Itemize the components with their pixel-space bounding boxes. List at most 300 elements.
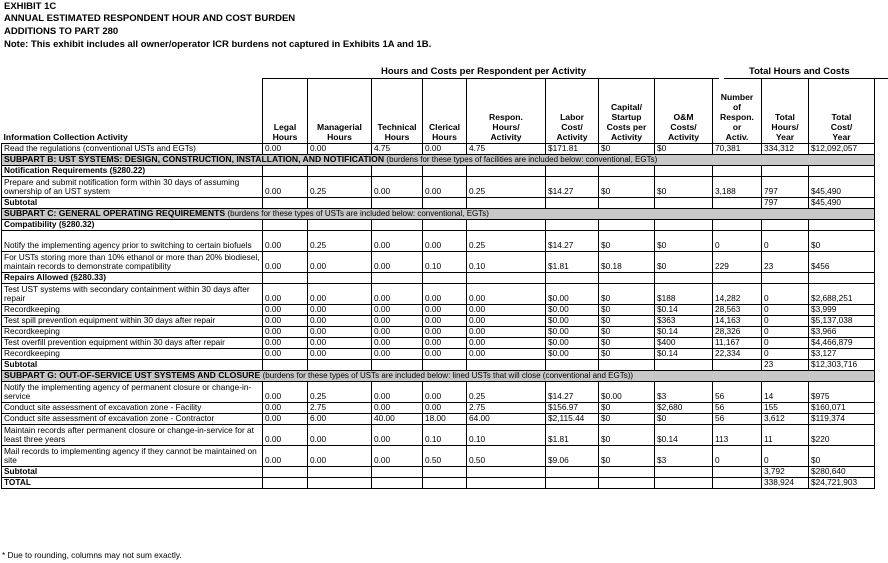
table-cell: 0.50: [423, 445, 467, 466]
table-cell: 0.00: [372, 251, 423, 272]
table-row: [2, 445, 875, 466]
table-row: [2, 315, 875, 326]
table-cell: 0.00: [467, 315, 546, 326]
table-cell: 0.00: [263, 424, 308, 445]
table-row: [2, 413, 875, 424]
table-cell: 11: [762, 424, 809, 445]
table-cell: $0: [599, 445, 655, 466]
table-cell: 0: [762, 304, 809, 315]
table-cell: 14,282: [713, 283, 762, 304]
table-row: [2, 143, 875, 154]
table-cell: 0.25: [308, 381, 372, 402]
subtotal-label: TOTAL: [2, 477, 263, 488]
table-cell: 0.00: [263, 251, 308, 272]
table-cell: $3,966: [809, 326, 875, 337]
table-cell: 0.00: [308, 445, 372, 466]
table-cell: 0.00: [308, 424, 372, 445]
empty-cell: [809, 165, 875, 176]
table-row: [2, 337, 875, 348]
table-cell: 0.25: [308, 230, 372, 251]
table-cell: 0: [762, 315, 809, 326]
table-cell: $14.27: [546, 381, 599, 402]
table-cell: $1.81: [546, 424, 599, 445]
table-cell: $400: [655, 337, 713, 348]
table-cell: 0.00: [372, 381, 423, 402]
table-cell: $171.81: [546, 143, 599, 154]
activity-label: Test spill prevention equipment within 30 days after repair: [2, 315, 263, 326]
table-cell: $0: [599, 413, 655, 424]
table-cell: 0.00: [308, 283, 372, 304]
table-cell: 0.00: [263, 381, 308, 402]
table-cell: 56: [713, 413, 762, 424]
table-cell: 0.00: [423, 315, 467, 326]
column-header-5: Respon. Hours/ Activity: [467, 78, 546, 143]
table-row: [2, 304, 875, 315]
exhibit-label: EXHIBIT 1C: [4, 1, 57, 12]
table-cell: 0.00: [372, 304, 423, 315]
empty-cell: [423, 219, 467, 230]
table-cell: $0: [599, 176, 655, 197]
table-cell: $14.27: [546, 176, 599, 197]
empty-cell: [423, 477, 467, 488]
table-cell: 0.00: [423, 326, 467, 337]
empty-cell: [546, 165, 599, 176]
table-cell: $0.00: [546, 326, 599, 337]
table-cell: $0: [599, 402, 655, 413]
table-cell: 0.00: [423, 337, 467, 348]
activity-label: Recordkeeping: [2, 326, 263, 337]
table-cell: $188: [655, 283, 713, 304]
table-cell: 0.00: [423, 348, 467, 359]
empty-cell: [372, 165, 423, 176]
subsection-title: Notification Requirements (§280.22): [2, 165, 263, 176]
empty-cell: [762, 165, 809, 176]
table-cell: 0.00: [372, 445, 423, 466]
table-row: [2, 477, 875, 488]
table-cell: 28,563: [713, 304, 762, 315]
empty-cell: [423, 165, 467, 176]
activity-label: Notify the implementing agency prior to switching to certain biofuels: [2, 230, 263, 251]
section-title: SUBPART G: OUT-OF-SERVICE UST SYSTEMS AND CLOSURE: [4, 370, 263, 380]
empty-cell: [599, 219, 655, 230]
table-cell: 4.75: [467, 143, 546, 154]
table-cell: 0.00: [423, 283, 467, 304]
table-cell: 0.00: [423, 402, 467, 413]
table-cell: $0.00: [546, 315, 599, 326]
table-cell: 0.00: [372, 315, 423, 326]
empty-cell: [308, 359, 372, 370]
empty-cell: [423, 197, 467, 208]
table-cell: $0.14: [655, 304, 713, 315]
empty-cell: [467, 359, 546, 370]
table-cell: 0.00: [308, 337, 372, 348]
table-row: [2, 402, 875, 413]
column-header-2: Managerial Hours: [308, 78, 372, 143]
table-cell: $160,071: [809, 402, 875, 413]
table-cell: $0.00: [546, 283, 599, 304]
activity-label: Test overfill prevention equipment within 30 days after repair: [2, 337, 263, 348]
empty-cell: [467, 165, 546, 176]
empty-cell: [713, 477, 762, 488]
table-cell: 0.00: [263, 230, 308, 251]
empty-cell: [263, 197, 308, 208]
table-cell: 0.00: [423, 230, 467, 251]
table-cell: $0: [599, 283, 655, 304]
table-cell: 2.75: [467, 402, 546, 413]
activity-label: For USTs storing more than 10% ethanol or more than 20% biodiesel, maintain records to demonstrate compatibility: [2, 251, 263, 272]
exhibit-subtitle: ADDITIONS TO PART 280: [4, 26, 119, 37]
column-header-8: O&M Costs/ Activity: [655, 78, 713, 143]
empty-cell: [372, 477, 423, 488]
table-row: [2, 230, 875, 251]
table-cell: $3,999: [809, 304, 875, 315]
table-cell: 23: [762, 251, 809, 272]
table-cell: 0.00: [308, 348, 372, 359]
table-cell: $0.14: [655, 326, 713, 337]
empty-cell: [655, 165, 713, 176]
empty-cell: [467, 219, 546, 230]
table-cell: 0.00: [308, 251, 372, 272]
empty-cell: [713, 165, 762, 176]
empty-cell: [546, 272, 599, 283]
table-cell: 155: [762, 402, 809, 413]
table-row: [2, 272, 875, 283]
empty-cell: [423, 466, 467, 477]
table-cell: $0: [655, 176, 713, 197]
table-cell: 0.00: [467, 283, 546, 304]
table-cell: 0.00: [308, 315, 372, 326]
table-cell: $45,490: [809, 176, 875, 197]
empty-cell: [467, 197, 546, 208]
table-cell: $0: [655, 230, 713, 251]
table-row: [2, 424, 875, 445]
empty-cell: [308, 165, 372, 176]
table-cell: 0: [762, 445, 809, 466]
empty-cell: [308, 477, 372, 488]
table-cell: 0.10: [423, 424, 467, 445]
empty-cell: [372, 197, 423, 208]
empty-cell: [599, 466, 655, 477]
table-cell: 0.25: [467, 230, 546, 251]
table-cell: $156.97: [546, 402, 599, 413]
table-cell: $0: [655, 413, 713, 424]
table-cell: 0.00: [467, 304, 546, 315]
empty-cell: [308, 272, 372, 283]
empty-cell: [546, 466, 599, 477]
section-title: SUBPART B: UST SYSTEMS: DESIGN, CONSTRUCTION, INSTALLATION, AND NOTIFICATION: [4, 154, 387, 164]
table-cell: $0: [599, 348, 655, 359]
table-cell: 0.00: [467, 337, 546, 348]
empty-cell: [546, 197, 599, 208]
table-cell: 0: [713, 230, 762, 251]
table-cell: $0: [599, 230, 655, 251]
table-cell: 0.00: [263, 326, 308, 337]
column-header-4: Clerical Hours: [423, 78, 467, 143]
table-row: [2, 219, 875, 230]
activity-label: Maintain records after permanent closure or change-in-service for at least three years: [2, 424, 263, 445]
table-cell: $4,466,879: [809, 337, 875, 348]
table-cell: $0: [599, 326, 655, 337]
table-cell: 0: [762, 337, 809, 348]
table-cell: $3: [655, 381, 713, 402]
empty-cell: [308, 466, 372, 477]
subtotal-hours: 23: [762, 359, 809, 370]
empty-cell: [713, 219, 762, 230]
table-cell: $9.06: [546, 445, 599, 466]
table-cell: 0.00: [263, 315, 308, 326]
table-cell: 0.00: [372, 424, 423, 445]
table-cell: $456: [809, 251, 875, 272]
section-note: (burdens for these types of facilities are included below: conventional, EGTs): [386, 154, 658, 164]
table-cell: $0: [599, 315, 655, 326]
empty-cell: [372, 219, 423, 230]
table-cell: $2,115.44: [546, 413, 599, 424]
table-cell: 0.00: [423, 381, 467, 402]
table-row: [2, 154, 875, 165]
subtotal-cost: $24,721,903: [809, 477, 875, 488]
empty-cell: [308, 219, 372, 230]
footnote: * Due to rounding, columns may not sum exactly.: [2, 550, 182, 560]
table-cell: 0.00: [308, 326, 372, 337]
table-cell: 0: [713, 445, 762, 466]
table-cell: 0.00: [467, 348, 546, 359]
activity-label: Recordkeeping: [2, 304, 263, 315]
empty-cell: [599, 272, 655, 283]
table-cell: 56: [713, 381, 762, 402]
table-cell: $0: [655, 251, 713, 272]
table-cell: $0: [599, 304, 655, 315]
empty-cell: [655, 477, 713, 488]
column-header-6: Labor Cost/ Activity: [546, 78, 599, 143]
empty-cell: [372, 466, 423, 477]
table-row: [2, 208, 875, 219]
table-cell: $0: [809, 230, 875, 251]
empty-cell: [263, 165, 308, 176]
table-cell: 22,334: [713, 348, 762, 359]
empty-cell: [713, 197, 762, 208]
empty-cell: [809, 219, 875, 230]
table-cell: 2.75: [308, 402, 372, 413]
subtotal-label: Subtotal: [2, 466, 263, 477]
column-header-3: Technical Hours: [372, 78, 423, 143]
table-cell: $0.14: [655, 424, 713, 445]
table-cell: $0.14: [655, 348, 713, 359]
empty-cell: [599, 165, 655, 176]
table-cell: 0.00: [263, 176, 308, 197]
empty-cell: [263, 466, 308, 477]
subtotal-hours: 338,924: [762, 477, 809, 488]
section-title: SUBPART C: GENERAL OPERATING REQUIREMENTS: [4, 208, 228, 218]
empty-cell: [655, 197, 713, 208]
table-cell: $2,680: [655, 402, 713, 413]
table-cell: 14,163: [713, 315, 762, 326]
subtotal-label: Subtotal: [2, 359, 263, 370]
table-body: [2, 143, 875, 488]
table-cell: 0.00: [372, 230, 423, 251]
empty-cell: [809, 272, 875, 283]
subtotal-label: Subtotal: [2, 197, 263, 208]
table-cell: 0.00: [372, 402, 423, 413]
subtotal-cost: $45,490: [809, 197, 875, 208]
table-cell: 11,167: [713, 337, 762, 348]
table-cell: 18.00: [423, 413, 467, 424]
empty-cell: [599, 477, 655, 488]
subtotal-cost: $12,303,716: [809, 359, 875, 370]
table-cell: 3,188: [713, 176, 762, 197]
table-cell: 229: [713, 251, 762, 272]
subtotal-hours: 3,792: [762, 466, 809, 477]
empty-cell: [308, 197, 372, 208]
subtotal-cost: $280,640: [809, 466, 875, 477]
table-cell: 0.00: [372, 283, 423, 304]
column-header-7: Capital/ Startup Costs per Activity: [599, 78, 655, 143]
column-header-10: Total Hours/ Year: [762, 78, 809, 143]
table-cell: $0.18: [599, 251, 655, 272]
table-cell: 0.00: [308, 304, 372, 315]
table-cell: 0.00: [263, 143, 308, 154]
table-row: [2, 197, 875, 208]
table-row: [2, 466, 875, 477]
section-note: (burdens for these types of USTs are included below: conventional, EGTs): [227, 208, 489, 218]
table-row: [2, 251, 875, 272]
table-row: [2, 348, 875, 359]
table-cell: 0.25: [467, 381, 546, 402]
table-cell: 0.00: [308, 143, 372, 154]
empty-cell: [372, 359, 423, 370]
table-cell: 0.00: [263, 413, 308, 424]
table-cell: 797: [762, 176, 809, 197]
table-cell: 0.00: [263, 304, 308, 315]
table-cell: 3,612: [762, 413, 809, 424]
empty-cell: [263, 272, 308, 283]
table-cell: 28,326: [713, 326, 762, 337]
section-heading: [2, 154, 875, 165]
section-note: (burdens for these types of USTs are included below: lined USTs that will close (conventional and EGTs)): [262, 370, 634, 380]
column-header-11: Total Cost/ Year: [809, 78, 875, 143]
table-header: [2, 78, 875, 143]
table-row: [2, 176, 875, 197]
empty-cell: [655, 359, 713, 370]
table-cell: 14: [762, 381, 809, 402]
table-cell: 0.00: [467, 326, 546, 337]
table-cell: 0.00: [423, 304, 467, 315]
table-cell: 0.00: [372, 326, 423, 337]
activity-label: Conduct site assessment of excavation zone - Facility: [2, 402, 263, 413]
column-header-0: Information Collection Activity: [2, 78, 263, 143]
table-row: [2, 370, 875, 381]
empty-cell: [655, 466, 713, 477]
empty-cell: [655, 272, 713, 283]
table-cell: 0.00: [372, 176, 423, 197]
activity-label: Conduct site assessment of excavation zone - Contractor: [2, 413, 263, 424]
table-cell: 70,381: [713, 143, 762, 154]
table-cell: 6.00: [308, 413, 372, 424]
table-row: [2, 326, 875, 337]
table-cell: 0.10: [467, 424, 546, 445]
table-cell: 0: [762, 348, 809, 359]
empty-cell: [655, 219, 713, 230]
empty-cell: [599, 197, 655, 208]
empty-cell: [713, 359, 762, 370]
table-cell: 334,312: [762, 143, 809, 154]
empty-cell: [713, 272, 762, 283]
table-cell: 0.00: [372, 348, 423, 359]
group-label-totals: Total Hours and Costs: [749, 66, 850, 77]
empty-cell: [263, 477, 308, 488]
table-cell: $0.00: [599, 381, 655, 402]
table-cell: 0.00: [372, 337, 423, 348]
empty-cell: [467, 477, 546, 488]
table-cell: $2,688,251: [809, 283, 875, 304]
table-cell: $220: [809, 424, 875, 445]
exhibit-title: ANNUAL ESTIMATED RESPONDENT HOUR AND COST BURDEN: [4, 13, 296, 24]
table-cell: 0.25: [308, 176, 372, 197]
empty-cell: [467, 272, 546, 283]
table-row: [2, 381, 875, 402]
empty-cell: [263, 359, 308, 370]
empty-cell: [546, 477, 599, 488]
table-cell: $5,137,038: [809, 315, 875, 326]
table-cell: 0.00: [263, 402, 308, 413]
table-cell: $0: [655, 143, 713, 154]
column-header-9: Number of Respon. or Activ.: [713, 78, 762, 143]
table-cell: 0.10: [467, 251, 546, 272]
table-cell: 0.00: [423, 143, 467, 154]
subsection-title: Repairs Allowed (§280.33): [2, 272, 263, 283]
table-cell: 0.00: [263, 348, 308, 359]
table-cell: $0.00: [546, 348, 599, 359]
empty-cell: [423, 359, 467, 370]
subsection-title: Compatibility (§280.32): [2, 219, 263, 230]
activity-label: Notify the implementing agency of permanent closure or change-in-service: [2, 381, 263, 402]
table-cell: $0: [809, 445, 875, 466]
table-cell: 0: [762, 230, 809, 251]
activity-label: Test UST systems with secondary containment within 30 days after repair: [2, 283, 263, 304]
table-cell: $3,127: [809, 348, 875, 359]
empty-cell: [762, 219, 809, 230]
table-cell: $363: [655, 315, 713, 326]
table-row: [2, 165, 875, 176]
burden-table: [1, 78, 875, 489]
empty-cell: [263, 219, 308, 230]
table-row: [2, 283, 875, 304]
table-cell: $0.00: [546, 337, 599, 348]
section-heading: [2, 370, 875, 381]
table-cell: 56: [713, 402, 762, 413]
activity-label: Recordkeeping: [2, 348, 263, 359]
table-cell: 0: [762, 283, 809, 304]
table-cell: 4.75: [372, 143, 423, 154]
table-cell: 0.25: [467, 176, 546, 197]
table-cell: $1.81: [546, 251, 599, 272]
table-cell: 40.00: [372, 413, 423, 424]
table-cell: $14.27: [546, 230, 599, 251]
empty-cell: [762, 272, 809, 283]
activity-label: Read the regulations (conventional USTs and EGTs): [2, 143, 263, 154]
empty-cell: [372, 272, 423, 283]
table-row: [2, 359, 875, 370]
group-label-per-respondent: Hours and Costs per Respondent per Activity: [381, 66, 586, 77]
table-cell: $12,092,057: [809, 143, 875, 154]
empty-cell: [599, 359, 655, 370]
table-cell: 0.00: [263, 337, 308, 348]
exhibit-note: Note: This exhibit includes all owner/operator ICR burdens not captured in Exhibits 1A and 1B.: [4, 39, 432, 50]
section-heading: [2, 208, 875, 219]
table-cell: 0: [762, 326, 809, 337]
subtotal-hours: 797: [762, 197, 809, 208]
activity-label: Prepare and submit notification form within 30 days of assuming ownership of an UST system: [2, 176, 263, 197]
column-header-1: Legal Hours: [263, 78, 308, 143]
